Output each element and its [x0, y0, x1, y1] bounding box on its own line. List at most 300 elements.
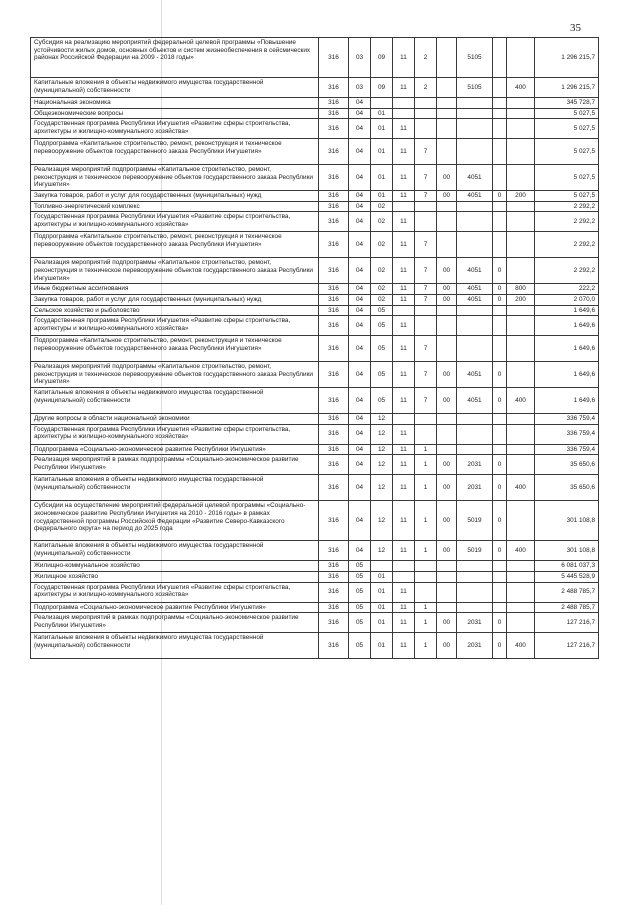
direction-code-cell — [457, 561, 493, 572]
admin-code-cell: 316 — [319, 108, 349, 119]
direction-code-cell: 2031 — [457, 455, 493, 475]
admin-code-cell: 316 — [319, 424, 349, 444]
row-name-cell: Реализация мероприятий подпрограммы «Капитальное строительство, ремонт, реконструкция и техническое перевооружение объектов государственного заказа Республики Ингушетия» — [31, 362, 319, 388]
main-event-code-cell — [437, 119, 457, 139]
admin-code-cell: 316 — [319, 78, 349, 98]
subprogram-code-cell: 7 — [415, 258, 437, 284]
main-event-code-cell — [437, 201, 457, 212]
expense-type-code-cell: 800 — [507, 284, 535, 295]
section-code-cell: 05 — [349, 561, 371, 572]
sub-code-cell — [493, 561, 507, 572]
main-event-code-cell: 00 — [437, 294, 457, 305]
admin-code-cell: 316 — [319, 201, 349, 212]
direction-code-cell — [457, 201, 493, 212]
main-event-code-cell: 00 — [437, 388, 457, 414]
row-name-cell: Подпрограмма «Социально-экономическое развитие Республики Ингушетия» — [31, 602, 319, 613]
admin-code-cell: 316 — [319, 362, 349, 388]
expense-type-code-cell: 200 — [507, 191, 535, 202]
main-event-code-cell: 00 — [437, 191, 457, 202]
sub-code-cell: 0 — [493, 294, 507, 305]
subprogram-code-cell: 1 — [415, 602, 437, 613]
expense-type-code-cell: 200 — [507, 294, 535, 305]
table-row — [31, 602, 599, 613]
row-name-cell: Государственная программа Республики Ингушетия «Развитие сферы строительства, архитектуры и жилищно-коммунального хозяйства» — [31, 119, 319, 139]
subsection-code-cell: 01 — [371, 119, 393, 139]
expense-type-code-cell — [507, 455, 535, 475]
sub-code-cell — [493, 212, 507, 232]
admin-code-cell: 316 — [319, 455, 349, 475]
sub-code-cell — [493, 414, 507, 425]
subsection-code-cell: 02 — [371, 258, 393, 284]
admin-code-cell: 316 — [319, 414, 349, 425]
table-row — [31, 336, 599, 362]
admin-code-cell: 316 — [319, 501, 349, 541]
amount-cell: 222,2 — [535, 284, 599, 295]
program-code-cell: 11 — [393, 191, 415, 202]
section-code-cell: 03 — [349, 78, 371, 98]
main-event-code-cell: 00 — [437, 284, 457, 295]
expense-type-code-cell — [507, 613, 535, 633]
direction-code-cell — [457, 336, 493, 362]
table-row — [31, 362, 599, 388]
row-name-cell: Капитальные вложения в объекты недвижимого имущества государственной (муниципальной) собственности — [31, 388, 319, 414]
main-event-code-cell — [437, 232, 457, 258]
table-row — [31, 455, 599, 475]
main-event-code-cell — [437, 414, 457, 425]
sub-code-cell — [493, 316, 507, 336]
main-event-code-cell: 00 — [437, 362, 457, 388]
table-body — [31, 38, 599, 659]
admin-code-cell: 316 — [319, 119, 349, 139]
subsection-code-cell: 05 — [371, 316, 393, 336]
sub-code-cell — [493, 139, 507, 165]
table-row — [31, 316, 599, 336]
sub-code-cell — [493, 165, 507, 191]
expense-type-code-cell — [507, 38, 535, 78]
expense-type-code-cell — [507, 212, 535, 232]
table-row — [31, 501, 599, 541]
subprogram-code-cell — [415, 414, 437, 425]
row-name-cell: Государственная программа Республики Ингушетия «Развитие сферы строительства, архитектуры и жилищно-коммунального хозяйства» — [31, 316, 319, 336]
direction-code-cell — [457, 444, 493, 455]
row-name-cell: Капитальные вложения в объекты недвижимого имущества государственной (муниципальной) собственности — [31, 78, 319, 98]
subprogram-code-cell: 1 — [415, 475, 437, 501]
section-code-cell: 04 — [349, 139, 371, 165]
amount-cell: 1 296 215,7 — [535, 38, 599, 78]
main-event-code-cell: 00 — [437, 633, 457, 659]
sub-code-cell — [493, 444, 507, 455]
subprogram-code-cell — [415, 582, 437, 602]
table-row — [31, 258, 599, 284]
expense-type-code-cell: 400 — [507, 541, 535, 561]
program-code-cell: 11 — [393, 119, 415, 139]
row-name-cell: Государственная программа Республики Ингушетия «Развитие сферы строительства, архитектуры и жилищно-коммунального хозяйства» — [31, 424, 319, 444]
row-name-cell: Подпрограмма «Капитальное строительство, ремонт, реконструкция и техническое перевооружение объектов государственного заказа Республики Ингушетия» — [31, 336, 319, 362]
expense-type-code-cell: 400 — [507, 78, 535, 98]
row-name-cell: Государственная программа Республики Ингушетия «Развитие сферы строительства, архитектуры и жилищно-коммунального хозяйства» — [31, 212, 319, 232]
main-event-code-cell — [437, 316, 457, 336]
sub-code-cell: 0 — [493, 191, 507, 202]
admin-code-cell: 316 — [319, 212, 349, 232]
direction-code-cell: 2031 — [457, 475, 493, 501]
section-code-cell: 05 — [349, 571, 371, 582]
subprogram-code-cell: 7 — [415, 139, 437, 165]
section-code-cell: 04 — [349, 98, 371, 109]
program-code-cell — [393, 108, 415, 119]
admin-code-cell: 316 — [319, 582, 349, 602]
amount-cell: 336 759,4 — [535, 414, 599, 425]
amount-cell: 1 649,6 — [535, 388, 599, 414]
main-event-code-cell — [437, 305, 457, 316]
sub-code-cell: 0 — [493, 613, 507, 633]
sub-code-cell: 0 — [493, 541, 507, 561]
amount-cell: 336 759,4 — [535, 424, 599, 444]
section-code-cell: 05 — [349, 613, 371, 633]
admin-code-cell: 316 — [319, 541, 349, 561]
section-code-cell: 04 — [349, 362, 371, 388]
admin-code-cell: 316 — [319, 613, 349, 633]
sub-code-cell — [493, 424, 507, 444]
subprogram-code-cell: 7 — [415, 362, 437, 388]
subprogram-code-cell: 7 — [415, 284, 437, 295]
table-row — [31, 201, 599, 212]
table-row — [31, 294, 599, 305]
subsection-code-cell: 01 — [371, 108, 393, 119]
sub-code-cell: 0 — [493, 258, 507, 284]
expense-type-code-cell — [507, 582, 535, 602]
amount-cell: 5 027,5 — [535, 119, 599, 139]
expense-type-code-cell — [507, 139, 535, 165]
section-code-cell: 05 — [349, 633, 371, 659]
admin-code-cell: 316 — [319, 633, 349, 659]
direction-code-cell: 5105 — [457, 78, 493, 98]
direction-code-cell — [457, 582, 493, 602]
amount-cell: 2 070,0 — [535, 294, 599, 305]
sub-code-cell — [493, 201, 507, 212]
subprogram-code-cell: 7 — [415, 232, 437, 258]
direction-code-cell: 4051 — [457, 258, 493, 284]
subsection-code-cell: 01 — [371, 582, 393, 602]
table-row — [31, 561, 599, 572]
program-code-cell: 11 — [393, 501, 415, 541]
subprogram-code-cell: 2 — [415, 78, 437, 98]
program-code-cell: 11 — [393, 455, 415, 475]
expense-type-code-cell — [507, 424, 535, 444]
main-event-code-cell — [437, 571, 457, 582]
section-code-cell: 04 — [349, 424, 371, 444]
program-code-cell — [393, 561, 415, 572]
row-name-cell: Подпрограмма «Социально-экономическое развитие Республики Ингушетия» — [31, 444, 319, 455]
main-event-code-cell — [437, 98, 457, 109]
program-code-cell — [393, 305, 415, 316]
amount-cell: 2 292,2 — [535, 201, 599, 212]
direction-code-cell — [457, 414, 493, 425]
amount-cell: 5 027,5 — [535, 191, 599, 202]
table-row — [31, 165, 599, 191]
amount-cell: 5 027,5 — [535, 139, 599, 165]
row-name-cell: Сельское хозяйство и рыболовство — [31, 305, 319, 316]
subprogram-code-cell — [415, 98, 437, 109]
program-code-cell: 11 — [393, 362, 415, 388]
section-code-cell: 05 — [349, 602, 371, 613]
program-code-cell: 11 — [393, 424, 415, 444]
table-row — [31, 139, 599, 165]
subprogram-code-cell: 2 — [415, 38, 437, 78]
program-code-cell: 11 — [393, 232, 415, 258]
direction-code-cell — [457, 232, 493, 258]
main-event-code-cell: 00 — [437, 475, 457, 501]
direction-code-cell: 4051 — [457, 284, 493, 295]
table-row — [31, 284, 599, 295]
main-event-code-cell — [437, 336, 457, 362]
sub-code-cell — [493, 98, 507, 109]
subsection-code-cell: 02 — [371, 201, 393, 212]
table-row — [31, 414, 599, 425]
subsection-code-cell: 12 — [371, 501, 393, 541]
expense-type-code-cell — [507, 232, 535, 258]
row-name-cell: Национальная экономика — [31, 98, 319, 109]
table-row — [31, 108, 599, 119]
main-event-code-cell — [437, 212, 457, 232]
sub-code-cell — [493, 602, 507, 613]
admin-code-cell: 316 — [319, 165, 349, 191]
expense-type-code-cell: 400 — [507, 388, 535, 414]
sub-code-cell — [493, 582, 507, 602]
main-event-code-cell — [437, 444, 457, 455]
main-event-code-cell: 00 — [437, 258, 457, 284]
subprogram-code-cell: 1 — [415, 541, 437, 561]
main-event-code-cell: 00 — [437, 613, 457, 633]
amount-cell: 1 649,6 — [535, 362, 599, 388]
section-code-cell: 05 — [349, 582, 371, 602]
direction-code-cell: 2031 — [457, 633, 493, 659]
table-row — [31, 541, 599, 561]
program-code-cell: 11 — [393, 78, 415, 98]
amount-cell: 127 216,7 — [535, 633, 599, 659]
row-name-cell: Подпрограмма «Капитальное строительство, ремонт, реконструкция и техническое перевооружение объектов государственного заказа Республики Ингушетия» — [31, 232, 319, 258]
program-code-cell: 11 — [393, 139, 415, 165]
amount-cell: 336 759,4 — [535, 444, 599, 455]
table-row — [31, 98, 599, 109]
row-name-cell: Жилищное хозяйство — [31, 571, 319, 582]
admin-code-cell: 316 — [319, 305, 349, 316]
direction-code-cell: 4051 — [457, 294, 493, 305]
subsection-code-cell: 01 — [371, 602, 393, 613]
subprogram-code-cell: 7 — [415, 388, 437, 414]
program-code-cell: 11 — [393, 336, 415, 362]
section-code-cell: 04 — [349, 388, 371, 414]
sub-code-cell — [493, 336, 507, 362]
subprogram-code-cell — [415, 212, 437, 232]
table-row — [31, 475, 599, 501]
subsection-code-cell: 05 — [371, 336, 393, 362]
expense-type-code-cell: 400 — [507, 633, 535, 659]
program-code-cell: 11 — [393, 633, 415, 659]
expense-type-code-cell — [507, 305, 535, 316]
admin-code-cell: 316 — [319, 475, 349, 501]
program-code-cell: 11 — [393, 258, 415, 284]
amount-cell: 2 488 785,7 — [535, 582, 599, 602]
amount-cell: 2 292,2 — [535, 212, 599, 232]
subprogram-code-cell — [415, 119, 437, 139]
expense-type-code-cell — [507, 414, 535, 425]
subsection-code-cell: 12 — [371, 444, 393, 455]
expense-type-code-cell — [507, 316, 535, 336]
main-event-code-cell: 00 — [437, 455, 457, 475]
expense-type-code-cell — [507, 258, 535, 284]
subprogram-code-cell: 7 — [415, 165, 437, 191]
section-code-cell: 04 — [349, 475, 371, 501]
expense-type-code-cell — [507, 108, 535, 119]
direction-code-cell — [457, 212, 493, 232]
subsection-code-cell: 12 — [371, 455, 393, 475]
direction-code-cell: 2031 — [457, 613, 493, 633]
row-name-cell: Топливно-энергетический комплекс — [31, 201, 319, 212]
expense-type-code-cell: 400 — [507, 475, 535, 501]
sub-code-cell — [493, 108, 507, 119]
row-name-cell: Государственная программа Республики Ингушетия «Развитие сферы строительства, архитектуры и жилищно-коммунального хозяйства» — [31, 582, 319, 602]
program-code-cell: 11 — [393, 294, 415, 305]
amount-cell: 2 292,2 — [535, 232, 599, 258]
admin-code-cell: 316 — [319, 444, 349, 455]
program-code-cell: 11 — [393, 38, 415, 78]
subsection-code-cell: 09 — [371, 38, 393, 78]
admin-code-cell: 316 — [319, 294, 349, 305]
subsection-code-cell: 01 — [371, 191, 393, 202]
subsection-code-cell — [371, 98, 393, 109]
table-row — [31, 191, 599, 202]
table-row — [31, 78, 599, 98]
subsection-code-cell: 01 — [371, 571, 393, 582]
subprogram-code-cell — [415, 424, 437, 444]
row-name-cell: Капитальные вложения в объекты недвижимого имущества государственной (муниципальной) собственности — [31, 541, 319, 561]
main-event-code-cell: 00 — [437, 541, 457, 561]
amount-cell: 1 649,6 — [535, 316, 599, 336]
sub-code-cell — [493, 232, 507, 258]
section-code-cell: 04 — [349, 108, 371, 119]
table-row — [31, 119, 599, 139]
direction-code-cell: 5019 — [457, 541, 493, 561]
program-code-cell: 11 — [393, 582, 415, 602]
section-code-cell: 04 — [349, 191, 371, 202]
subsection-code-cell: 09 — [371, 78, 393, 98]
subsection-code-cell: 01 — [371, 613, 393, 633]
admin-code-cell: 316 — [319, 232, 349, 258]
program-code-cell: 11 — [393, 165, 415, 191]
subprogram-code-cell: 1 — [415, 455, 437, 475]
main-event-code-cell — [437, 582, 457, 602]
direction-code-cell: 5105 — [457, 38, 493, 78]
expense-type-code-cell — [507, 501, 535, 541]
expense-type-code-cell — [507, 571, 535, 582]
sub-code-cell — [493, 119, 507, 139]
section-code-cell: 04 — [349, 232, 371, 258]
admin-code-cell: 316 — [319, 98, 349, 109]
main-event-code-cell — [437, 108, 457, 119]
section-code-cell: 04 — [349, 501, 371, 541]
subsection-code-cell: 12 — [371, 541, 393, 561]
subsection-code-cell: 05 — [371, 388, 393, 414]
section-code-cell: 04 — [349, 305, 371, 316]
main-event-code-cell — [437, 78, 457, 98]
row-name-cell: Иные бюджетные ассигнования — [31, 284, 319, 295]
section-code-cell: 04 — [349, 119, 371, 139]
amount-cell: 6 081 037,3 — [535, 561, 599, 572]
main-event-code-cell — [437, 602, 457, 613]
amount-cell: 1 649,6 — [535, 305, 599, 316]
expense-type-code-cell — [507, 602, 535, 613]
expense-type-code-cell — [507, 444, 535, 455]
subprogram-code-cell — [415, 316, 437, 336]
subprogram-code-cell: 7 — [415, 191, 437, 202]
subprogram-code-cell — [415, 305, 437, 316]
section-code-cell: 04 — [349, 165, 371, 191]
direction-code-cell: 4051 — [457, 165, 493, 191]
sub-code-cell: 0 — [493, 633, 507, 659]
program-code-cell — [393, 201, 415, 212]
program-code-cell: 11 — [393, 388, 415, 414]
amount-cell: 35 650,6 — [535, 455, 599, 475]
row-name-cell: Капитальные вложения в объекты недвижимого имущества государственной (муниципальной) собственности — [31, 475, 319, 501]
amount-cell: 35 650,6 — [535, 475, 599, 501]
table-row — [31, 424, 599, 444]
table-row — [31, 212, 599, 232]
program-code-cell — [393, 414, 415, 425]
row-name-cell: Другие вопросы в области национальной экономики — [31, 414, 319, 425]
section-code-cell: 04 — [349, 201, 371, 212]
table-row — [31, 582, 599, 602]
program-code-cell: 11 — [393, 613, 415, 633]
expense-type-code-cell — [507, 336, 535, 362]
program-code-cell — [393, 98, 415, 109]
subprogram-code-cell: 7 — [415, 336, 437, 362]
subprogram-code-cell — [415, 561, 437, 572]
section-code-cell: 04 — [349, 541, 371, 561]
subsection-code-cell: 12 — [371, 414, 393, 425]
amount-cell: 1 296 215,7 — [535, 78, 599, 98]
direction-code-cell: 5019 — [457, 501, 493, 541]
amount-cell: 5 445 528,9 — [535, 571, 599, 582]
direction-code-cell — [457, 424, 493, 444]
program-code-cell: 11 — [393, 602, 415, 613]
amount-cell: 345 728,7 — [535, 98, 599, 109]
admin-code-cell: 316 — [319, 139, 349, 165]
row-name-cell: Реализация мероприятий подпрограммы «Капитальное строительство, ремонт, реконструкция и техническое перевооружение объектов государственного заказа Республики Ингушетия» — [31, 165, 319, 191]
amount-cell: 127 216,7 — [535, 613, 599, 633]
sub-code-cell — [493, 78, 507, 98]
subprogram-code-cell: 7 — [415, 294, 437, 305]
section-code-cell: 04 — [349, 455, 371, 475]
subsection-code-cell: 12 — [371, 424, 393, 444]
amount-cell: 2 488 785,7 — [535, 602, 599, 613]
direction-code-cell — [457, 119, 493, 139]
row-name-cell: Реализация мероприятий в рамках подпрограммы «Социально-экономическое развитие Республики Ингушетия» — [31, 613, 319, 633]
amount-cell: 1 649,6 — [535, 336, 599, 362]
table-row — [31, 232, 599, 258]
subsection-code-cell: 02 — [371, 284, 393, 295]
section-code-cell: 04 — [349, 414, 371, 425]
amount-cell: 301 108,8 — [535, 541, 599, 561]
table-row — [31, 444, 599, 455]
row-name-cell: Субсидии на осуществление мероприятий федеральной целевой программы «Социально-экономическое развитие Республики Ингушетия на 2010 - 2016 годы» в рамках государственной программы Российской Федерации «Развитие Северо-Кавказского федерального округа» на период до 2025 года — [31, 501, 319, 541]
subprogram-code-cell — [415, 571, 437, 582]
section-code-cell: 04 — [349, 444, 371, 455]
row-name-cell: Закупка товаров, работ и услуг для государственных (муниципальных) нужд — [31, 294, 319, 305]
row-name-cell: Закупка товаров, работ и услуг для государственных (муниципальных) нужд — [31, 191, 319, 202]
section-code-cell: 04 — [349, 316, 371, 336]
expense-type-code-cell — [507, 119, 535, 139]
section-code-cell: 04 — [349, 212, 371, 232]
